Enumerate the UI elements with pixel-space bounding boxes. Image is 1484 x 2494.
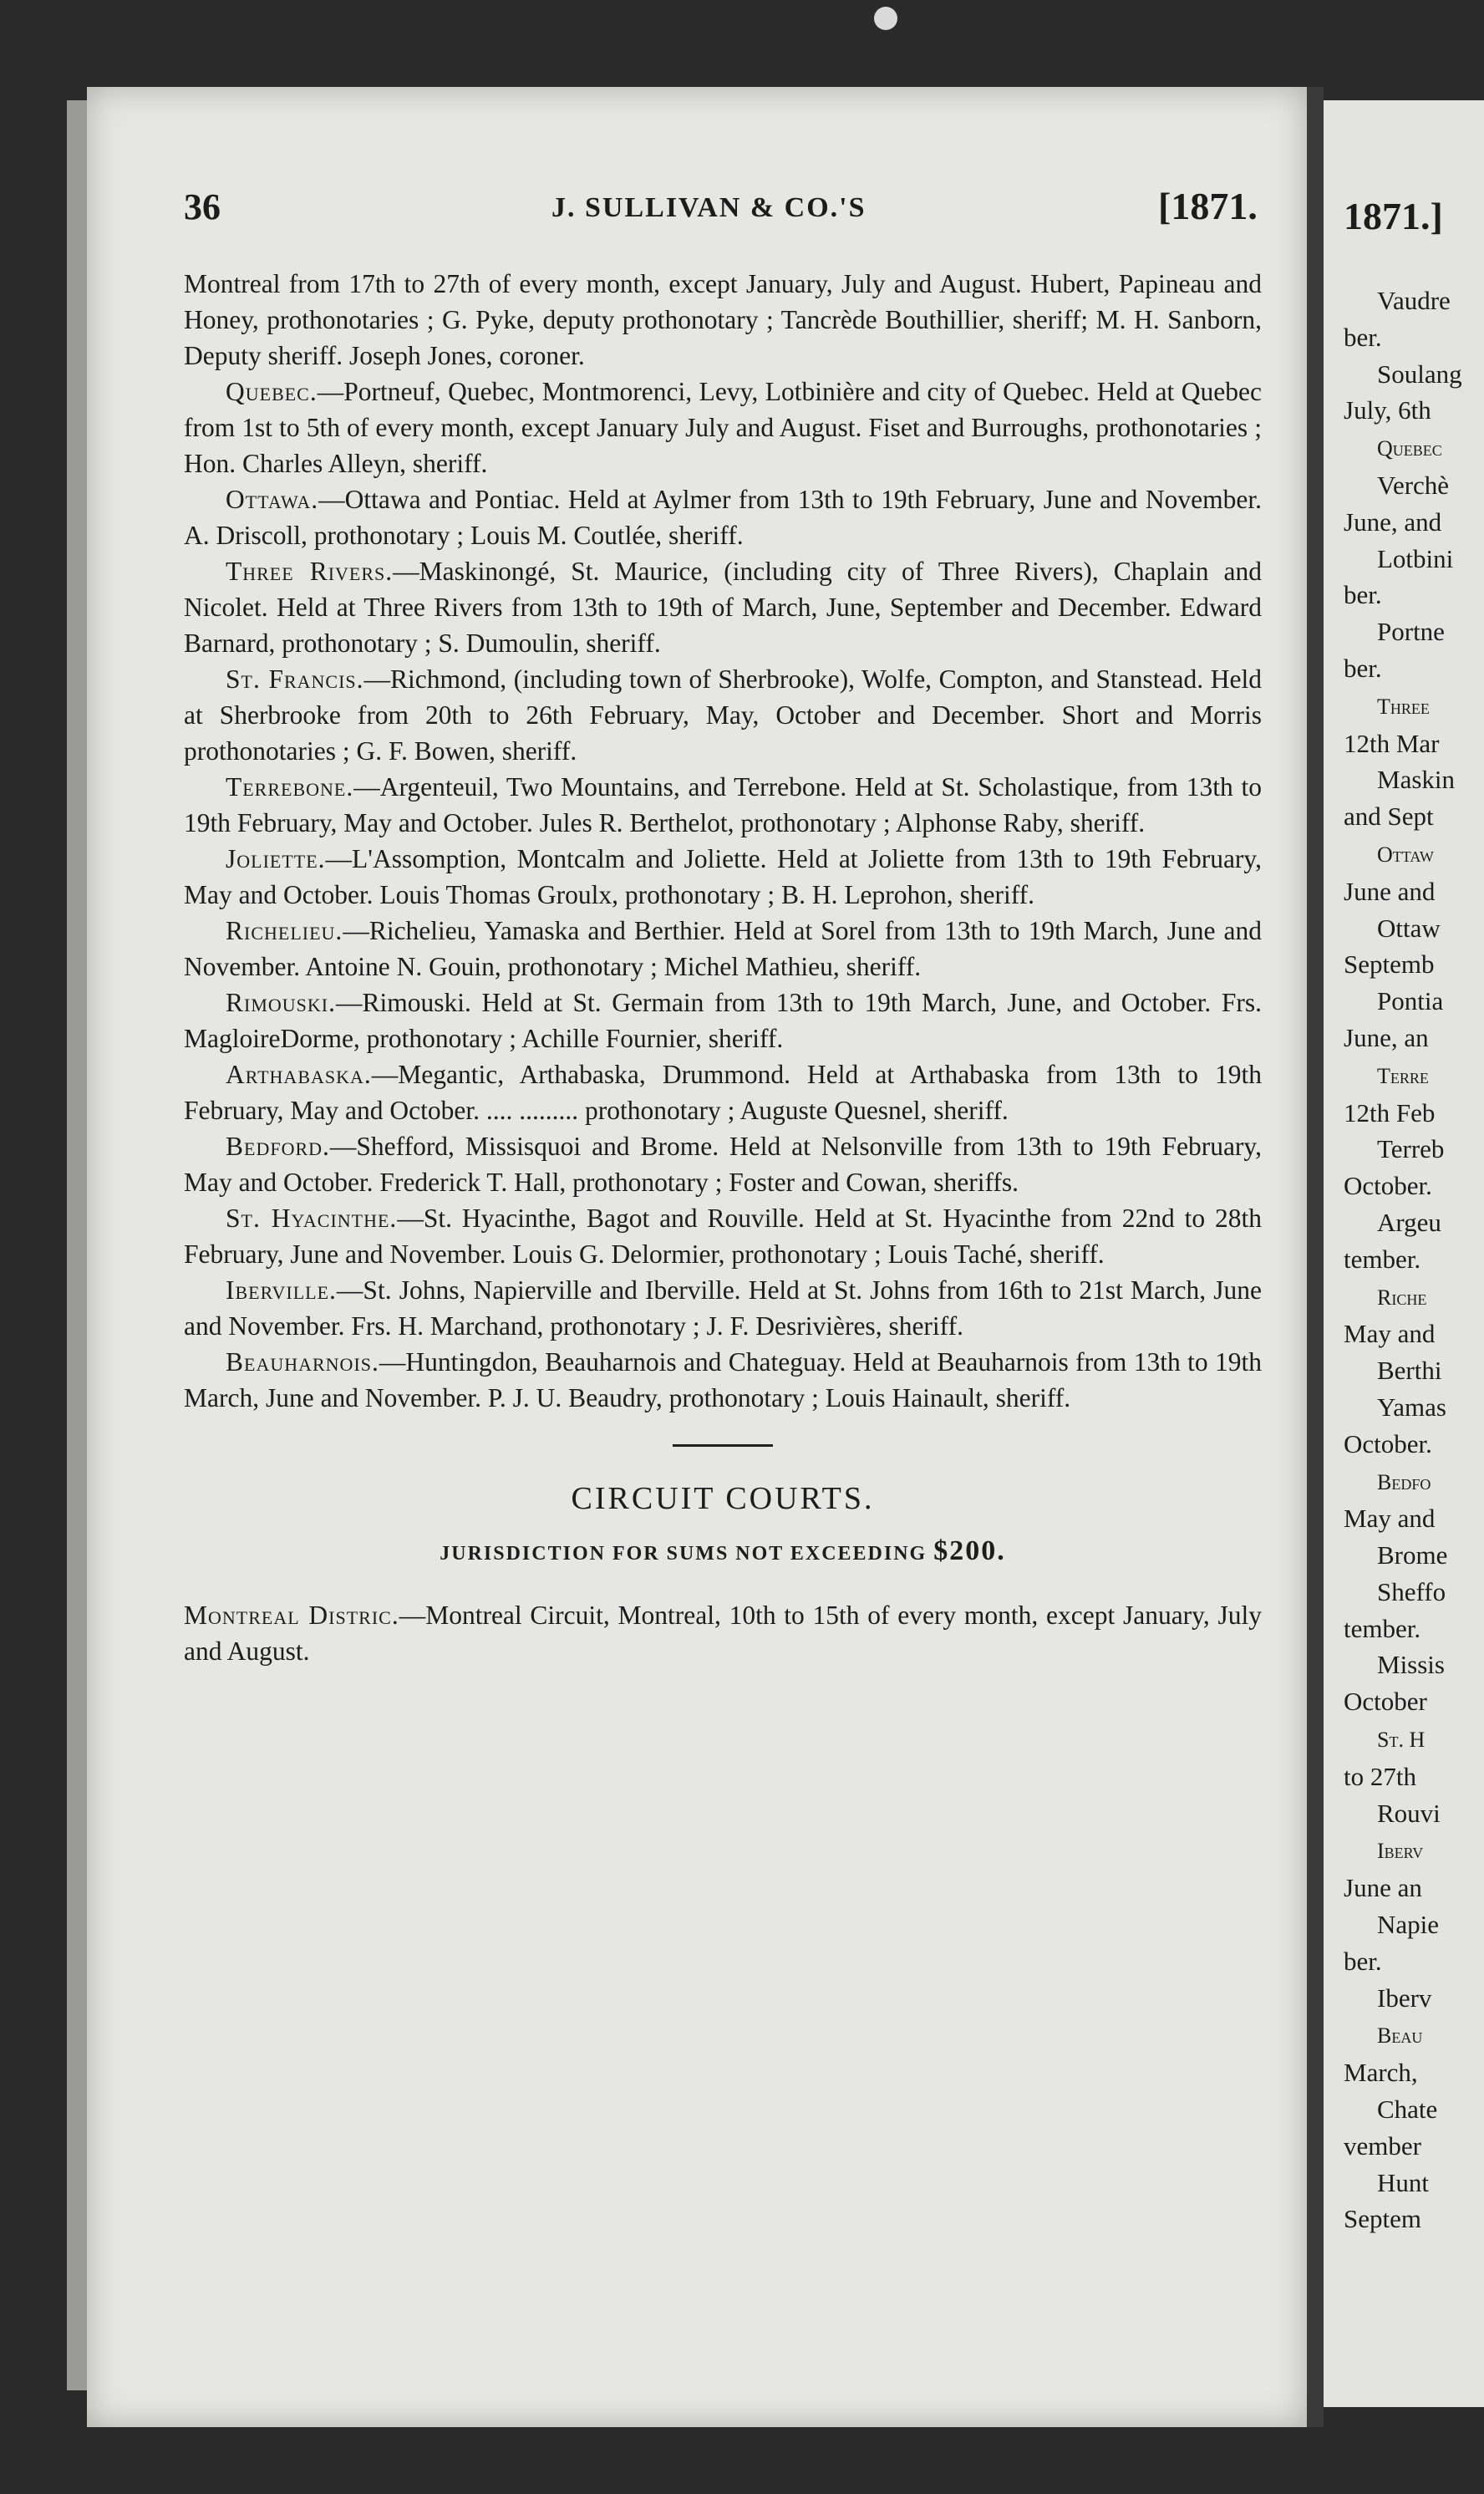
right-page-line [1344,1759,1484,1795]
court-paragraph [184,661,1262,769]
district-details: —Maskinongé, St. Maurice, (including city of Three Rivers), Chaplain and Nicolet. Held at Three Rivers from 13th to 19th of March, June, September and December. Edward Barnard, prothonotary ; S. Dumoulin, sheriff. [184,557,1262,658]
right-page-line [1344,1426,1484,1463]
right-page-line-text: Berthi [1377,1356,1442,1386]
district-details: —L'Assomption, Montcalm and Joliette. Held at Joliette from 13th to 19th February, May and October. Louis Thomas Groulx, prothonotary ; B. H. Leprohon, sheriff. [184,844,1262,909]
right-page-line [1344,504,1484,541]
book-gutter [1307,87,1324,2427]
right-page-line-text: ber. [1344,580,1382,610]
right-page-line [1344,1056,1484,1095]
right-page-line-text: Verchè [1377,470,1450,500]
court-paragraph [184,985,1262,1056]
right-page-line [1344,1463,1484,1501]
right-page-line [1344,798,1484,835]
right-page-line [1344,2201,1484,2237]
right-page-line [1344,650,1484,687]
right-page-line-text: June, an [1344,1022,1429,1052]
right-page-line-text: Missis [1377,1650,1445,1680]
right-page-line-text: Rouvi [1377,1798,1441,1828]
header-year: [1871. [1158,185,1258,227]
right-page-line [1344,356,1484,393]
court-paragraph [184,769,1262,841]
right-page-line-text: May and [1344,1504,1436,1534]
right-page-line [1344,577,1484,613]
right-page-line-text: 12th Feb [1344,1097,1436,1127]
right-page-line-text: March, [1344,2058,1418,2088]
right-page-line-text: Napie [1377,1910,1440,1940]
district-name: St. Francis. [226,664,364,694]
right-page-line [1344,467,1484,504]
right-page-line [1344,1131,1484,1168]
court-paragraph [184,481,1262,553]
district-name: Quebec. [226,377,318,406]
court-paragraph [184,374,1262,481]
right-page-line-text: Soulang [1377,359,1462,389]
right-page-line-text: May and [1344,1319,1436,1349]
district-details: —Richelieu, Yamaska and Berthier. Held at Sorel from 13th to 19th March, June and November. Antoine N. Gouin, prothonotary ; Michel Mathieu, sheriff. [184,916,1262,981]
right-page-text [1344,282,1484,2237]
right-page [1324,100,1484,2407]
court-listings [184,266,1262,1416]
right-page-line-text: Ottaw [1377,842,1434,867]
district-details: —Argenteuil, Two Mountains, and Terrebone. Held at St. Scholastique, from 13th to 19th February, May and October. Jules R. Berthelot, prothonotary ; Alphonse Raby, sheriff. [184,772,1262,837]
right-page-line [1344,1870,1484,1906]
district-details: —Megantic, Arthabaska, Drummond. Held at Arthabaska from 13th to 19th February, May and October. .... ......... prothonotary ; Auguste Quesnel, sheriff. [184,1060,1262,1125]
right-page-line [1344,910,1484,947]
right-page-line-text: Portne [1377,617,1445,647]
right-page-line [1344,761,1484,798]
right-page-line-text: Beau [1377,2023,1423,2049]
court-paragraph [184,1272,1262,1344]
district-details: —Huntingdon, Beauharnois and Chateguay. Held at Beauharnois from 13th to 19th March, June and November. P. J. U. Beaudry, prothonotary ; Louis Hainault, sheriff. [184,1347,1262,1412]
page-edge [67,100,87,2390]
right-page-line-text: June, and [1344,506,1442,537]
district-details: —Ottawa and Pontiac. Held at Aylmer from 13th to 19th February, June and November. A. Driscoll, prothonotary ; Louis M. Coutlée, sheriff. [184,485,1262,550]
right-page-line [1344,725,1484,762]
district-details: Montreal from 17th to 27th of every month, except January, July and August. Hubert, Papineau and Honey, prothonotaries ; G. Pyke, deputy prothonotary ; Tancrède Bouthillier, sheriff; M. H. Sanborn, Deputy sheriff. Joseph Jones, coroner. [184,269,1262,370]
right-page-line-text: Pontia [1377,986,1444,1016]
right-page-line [1344,1168,1484,1204]
right-page-line [1344,613,1484,650]
section-subtitle-text: JURISDICTION FOR SUMS NOT EXCEEDING [440,1543,928,1565]
right-page-line-text: vember [1344,2130,1421,2161]
circuit-lead: Montreal Distric. [184,1601,399,1630]
court-paragraph [184,553,1262,661]
district-name: Ottawa. [226,485,319,514]
right-page-line [1344,1720,1484,1759]
right-page-line-text: St. H [1377,1728,1426,1753]
right-page-line-text: tember. [1344,1244,1421,1274]
right-page-line [1344,392,1484,429]
district-details: —St. Hyacinthe, Bagot and Rouville. Held at St. Hyacinthe from 22nd to 28th February, June and November. Louis G. Delormier, prothonotary ; Louis Taché, sheriff. [184,1204,1262,1269]
district-name: Arthabaska. [226,1060,372,1089]
right-page-line-text: Hunt [1377,2167,1429,2197]
district-name: Terrebone. [226,772,354,802]
right-page-line-text: Septemb [1344,949,1435,980]
right-page-line [1344,2091,1484,2128]
right-page-line-text: Ottaw [1377,913,1441,943]
right-page-line [1344,1278,1484,1316]
right-page-line-text: Sheffo [1377,1576,1446,1606]
district-details: —Rimouski. Held at St. Germain from 13th to 19th March, June, and October. Frs. MagloireDorme, prothonotary ; Achille Fournier, sheriff. [184,988,1262,1053]
right-page-line [1344,319,1484,356]
right-page-line [1344,687,1484,725]
district-name: Iberville. [226,1275,337,1305]
district-details: —St. Johns, Napierville and Iberville. Held at St. Johns from 16th to 21st March, June and November. Frs. H. Marchand, prothonotary ; J. F. Desrivières, sheriff. [184,1275,1262,1341]
right-page-line-text: Vaudre [1377,286,1451,315]
right-page-line [1344,946,1484,983]
right-page-line [1344,1906,1484,1943]
district-name: Richelieu. [226,916,343,945]
right-page-line-text: Quebec [1377,436,1442,461]
district-name: Joliette. [226,844,326,873]
right-page-line-text: Septem [1344,2204,1421,2234]
right-page-line-text: October. [1344,1171,1432,1201]
right-page-line [1344,1647,1484,1683]
right-page-line [1344,1316,1484,1352]
right-page-line [1344,1831,1484,1870]
right-page-line [1344,2165,1484,2201]
right-page-line-text: to 27th [1344,1761,1416,1791]
right-page-line-text: Terreb [1377,1134,1445,1164]
right-page-line [1344,282,1484,319]
right-page-line [1344,2016,1484,2054]
right-page-line-text: ber. [1344,322,1382,352]
district-name: Beauharnois. [226,1347,379,1377]
right-page-line [1344,1683,1484,1720]
right-page-line-text: and Sept [1344,802,1434,832]
right-page-line-text: July, 6th [1344,395,1431,425]
district-name: Bedford. [226,1132,330,1161]
right-page-line-text: Chate [1377,2094,1438,2125]
right-page-line [1344,541,1484,578]
court-paragraph [184,841,1262,913]
ink-spot [874,7,897,30]
right-page-line-text: Iberv [1377,1982,1432,2013]
right-page-line-text: October. [1344,1428,1432,1458]
right-page-line-text: Three [1377,694,1430,719]
right-page-line-text: Lotbini [1377,543,1454,573]
section-rule [673,1444,773,1447]
right-page-line-text: Argeu [1377,1207,1441,1237]
right-page-year: 1871.] [1344,195,1443,237]
right-page-line-text: Bedfo [1377,1469,1431,1494]
right-page-line-text: Yamas [1377,1392,1446,1422]
right-page-line-text: Brome [1377,1540,1448,1570]
section-subtitle [184,1535,1262,1567]
court-paragraph [184,1128,1262,1200]
circuit-paragraph [184,1597,1262,1669]
district-name: Three Rivers. [226,557,394,586]
right-page-line [1344,1095,1484,1132]
right-page-line-text: June an [1344,1873,1422,1903]
right-page-line-text: Riche [1377,1285,1427,1310]
court-paragraph [184,1344,1262,1416]
right-page-line [1344,1943,1484,1980]
right-page-line [1344,983,1484,1020]
right-page-line-text: ber. [1344,653,1382,683]
right-page-line [1344,1389,1484,1426]
court-paragraph [184,913,1262,985]
section-title: CIRCUIT COURTS. [571,1481,875,1516]
district-details: —Richmond, (including town of Sherbrooke), Wolfe, Compton, and Stanstead. Held at Sherbrooke from 20th to 26th February, May, October and December. Short and Morris prothonotaries ; G. F. Bowen, sheriff. [184,664,1262,766]
right-page-line [1344,1020,1484,1056]
court-paragraph [184,266,1262,374]
running-title: J. SULLIVAN & CO.'S [551,192,867,223]
court-paragraph [184,1056,1262,1128]
right-page-line [1344,2054,1484,2091]
right-page-line-text: June and [1344,876,1436,906]
right-page-line [1344,1500,1484,1537]
right-page-line [1344,1611,1484,1647]
page-body [184,266,1262,1669]
right-page-line [1344,1537,1484,1574]
right-page-line [1344,835,1484,873]
right-page-line-text: tember. [1344,1613,1421,1643]
right-page-line-text: Maskin [1377,765,1455,795]
right-page-line-text: Iberv [1377,1839,1424,1864]
right-page-line [1344,1352,1484,1389]
right-page-line [1344,1980,1484,2017]
circuit-text: —Montreal Circuit, Montreal, 10th to 15th of every month, except January, July and August. [184,1601,1262,1666]
district-name: St. Hyacinthe. [226,1204,398,1233]
district-name: Rimouski. [226,988,336,1017]
right-page-line [1344,1204,1484,1241]
right-page-line-text: 12th Mar [1344,728,1440,758]
court-paragraph [184,1200,1262,1272]
right-page-line [1344,873,1484,910]
right-page-line [1344,1795,1484,1832]
right-page-line-text: October [1344,1687,1427,1717]
right-page-line-text: Terre [1377,1063,1429,1088]
section-subtitle-amount: $200. [933,1535,1006,1566]
right-page-line [1344,429,1484,467]
district-details: —Shefford, Missisquoi and Brome. Held at Nelsonville from 13th to 19th February, May and October. Frederick T. Hall, prothonotary ; Foster and Cowan, sheriffs. [184,1132,1262,1197]
right-page-line-text: ber. [1344,1946,1382,1976]
page-number: 36 [184,186,221,227]
right-page-line [1344,1574,1484,1611]
right-page-line [1344,2128,1484,2165]
right-page-line [1344,1241,1484,1278]
district-details: —Portneuf, Quebec, Montmorenci, Levy, Lotbinière and city of Quebec. Held at Quebec from 1st to 5th of every month, except January July and August. Fiset and Burroughs, prothonotaries ; Hon. Charles Alleyn, sheriff. [184,377,1262,478]
